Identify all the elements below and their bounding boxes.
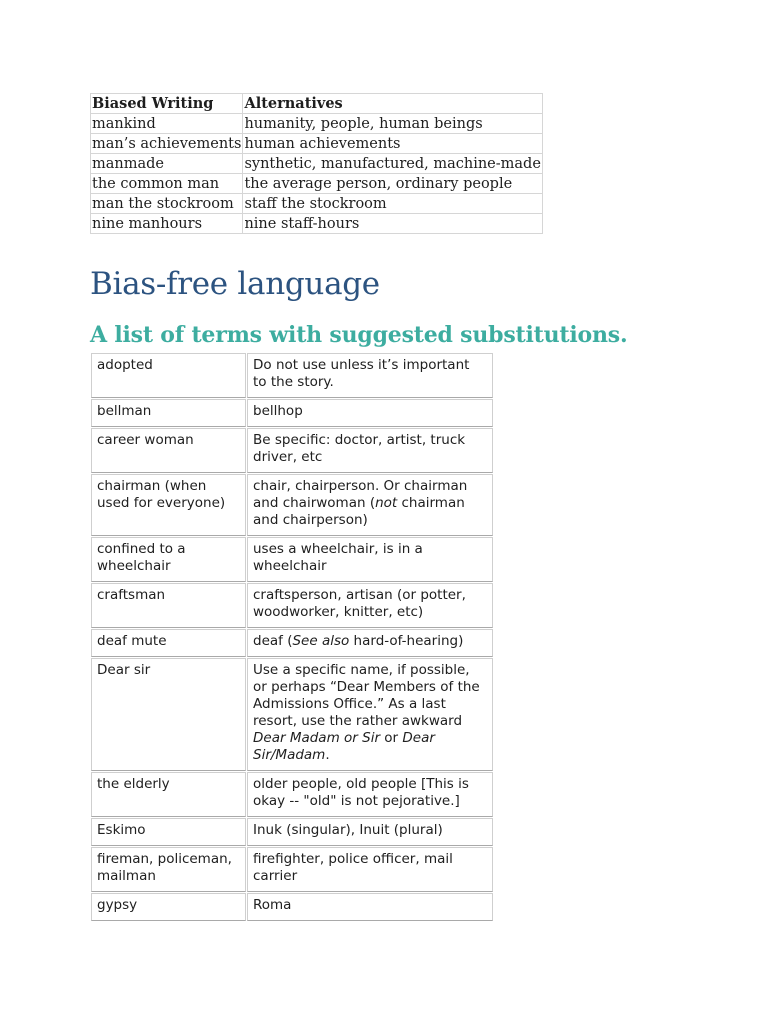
biased-term: the common man [91,174,243,194]
substitution-cell: firefighter, police officer, mail carrier [247,847,493,892]
term-cell: gypsy [91,893,246,921]
emphasis-text: not [375,495,398,511]
term-cell: career woman [91,428,246,473]
substitution-cell: bellhop [247,399,493,427]
substitution-cell: Roma [247,893,493,921]
alternative-term: staff the stockroom [243,194,542,214]
table-row [91,174,543,194]
term-cell: Eskimo [91,818,246,846]
table-row [91,154,543,174]
alternative-term: the average person, ordinary people [243,174,542,194]
substitution-cell: uses a wheelchair, is in a wheelchair [247,537,493,582]
substitution-cell [247,629,493,657]
emphasis-text: Dear Sir/Madam [253,730,435,763]
table-row [91,537,493,582]
term-cell: chairman (when used for everyone) [91,474,246,536]
table-row [91,818,493,846]
table-row [91,214,543,234]
term-cell: fireman, policeman, mailman [91,847,246,892]
substitution-text: chairman and chairperson) [253,495,465,528]
table-row [91,629,493,657]
emphasis-text: Dear Madam or Sir [253,730,380,746]
biased-term: man’s achievements [92,135,242,152]
substitution-text: Use a specific name, if possible, or perhaps “Dear Members of the Admissions Office.” As a last resort, use the rather awkward [253,662,480,729]
header-biased-writing: Biased Writing [91,94,243,114]
substitution-text: or [380,730,403,746]
biased-term: mankind [91,114,243,134]
biased-term: man the stockroom [91,194,243,214]
table-row [91,428,493,473]
table-row [91,114,543,134]
alternative-term: nine staff-hours [243,214,542,234]
term-cell: Dear sir [91,658,246,771]
substitution-cell [247,474,493,536]
table-row [91,194,543,214]
terms-substitutions-table [90,352,494,922]
emphasis-text: See also [292,633,350,649]
substitution-cell [247,658,493,771]
table-header-row [91,94,543,114]
table-row [91,474,493,536]
page-title: Bias-free language [90,266,380,302]
table-row [91,658,493,771]
term-cell: craftsman [91,583,246,628]
substitution-text: hard-of-hearing) [349,633,464,649]
term-cell: confined to a wheelchair [91,537,246,582]
term-cell: bellman [91,399,246,427]
biased-term: nine manhours [91,214,243,234]
term-cell: the elderly [91,772,246,817]
table-row [91,134,543,154]
substitution-cell: Do not use unless it’s important to the story. [247,353,493,398]
term-cell: deaf mute [91,629,246,657]
alternative-term: synthetic, manufactured, machine-made [244,155,541,172]
table-row [91,893,493,921]
table-row [91,353,493,398]
term-cell: adopted [91,353,246,398]
substitution-text: chair, chairperson. Or chairman and chairwoman ( [253,478,468,511]
table-row [91,847,493,892]
substitution-text: . [325,747,330,763]
alternative-term: human achievements [243,134,542,154]
alternative-term: humanity, people, human beings [243,114,542,134]
substitution-cell: older people, old people [This is okay -- "old" is not pejorative.] [247,772,493,817]
header-alternatives: Alternatives [243,94,542,114]
substitution-text: deaf ( [253,633,293,649]
page-subtitle: A list of terms with suggested substitutions. [90,322,628,348]
biased-term: manmade [91,154,243,174]
table-row [91,399,493,427]
biased-writing-table [90,93,543,234]
substitution-cell: Inuk (singular), Inuit (plural) [247,818,493,846]
table-row [91,583,493,628]
substitution-cell: craftsperson, artisan (or potter, woodworker, knitter, etc) [247,583,493,628]
substitution-cell: Be specific: doctor, artist, truck driver, etc [247,428,493,473]
table-row [91,772,493,817]
